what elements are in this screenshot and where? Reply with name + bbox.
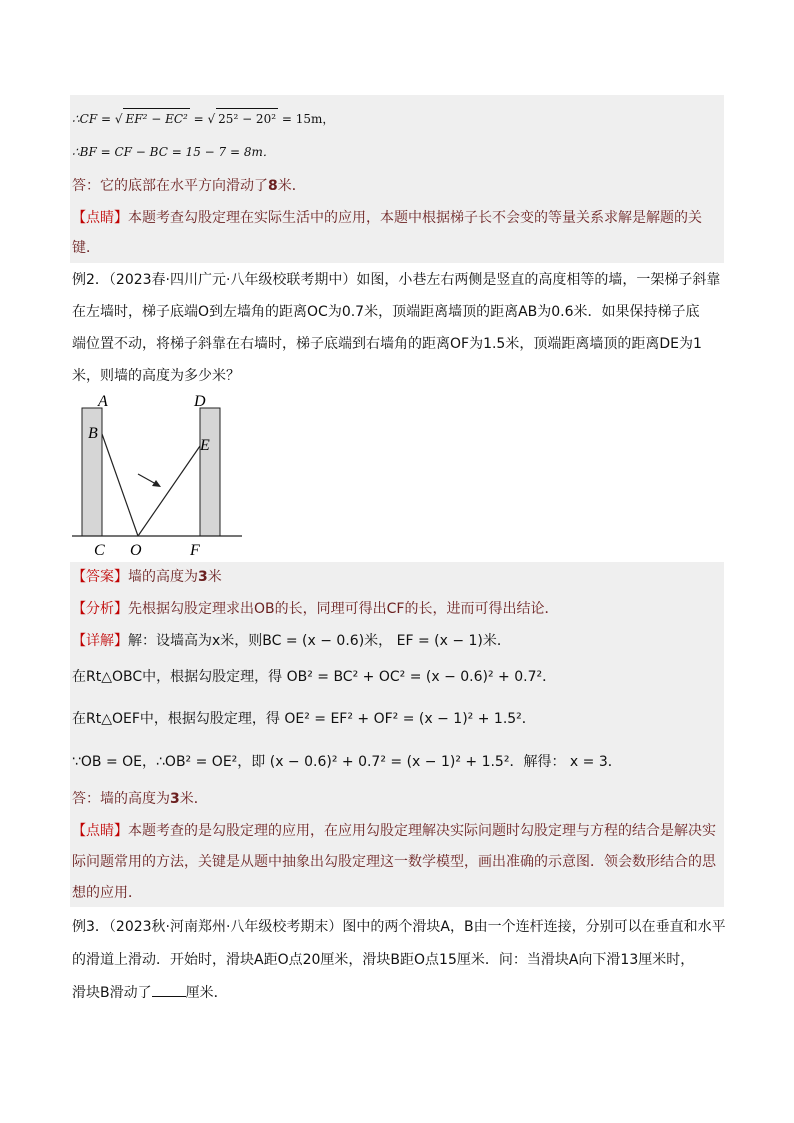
- ex2-line-4: 米，则墙的高度为多少米？: [72, 368, 240, 384]
- label-C: C: [94, 542, 105, 559]
- arrow-shaft: [138, 474, 156, 484]
- ex2-detail: 【详解】解：设墙高为x米，则BC = (x − 0.6)米， EF = (x − 1)米．: [72, 633, 511, 649]
- prev-line-2: ∴BF = CF − BC = 15 − 7 = 8m．: [72, 145, 275, 159]
- ex2-step-2: 在Rt△OEF中，根据勾股定理，得 OE² = EF² + OF² = (x − 1)² + 1.5²．: [72, 711, 536, 727]
- ex2-final-answer: 答：墙的高度为3米．: [72, 791, 208, 807]
- label-A: A: [98, 393, 108, 410]
- ex2-answer: 【答案】墙的高度为3米: [72, 569, 222, 585]
- ex2-step-1: 在Rt△OBC中，根据勾股定理，得 OB² = BC² + OC² = (x − 0.6)² + 0.7²．: [72, 669, 557, 685]
- ladder-right: [138, 446, 200, 536]
- prev-line-1: ∴CF = √ EF² − EC² = √ 25² − 20² = 15m，: [72, 108, 334, 129]
- label-D: D: [194, 393, 206, 410]
- ex2-line-3: 端位置不动，将梯子斜靠在右墙时，梯子底端到右墙角的距离OF为1.5米，顶端距离墙顶的距离DE为1: [72, 336, 702, 352]
- label-B: B: [88, 425, 98, 442]
- ex3-line-3: 滑块B滑动了 厘米．: [72, 982, 228, 1003]
- label-E: E: [200, 437, 210, 454]
- label-O: O: [130, 542, 142, 559]
- label-F: F: [190, 542, 200, 559]
- prev-comment-line-2: 键．: [72, 240, 100, 256]
- arrow-head: [152, 480, 161, 487]
- prev-answer: 答：它的底部在水平方向滑动了8米．: [72, 178, 306, 194]
- ex3-line-1: 例3．（2023秋·河南郑州·八年级校考期末）图中的两个滑块A，B由一个连杆连接，分别可以在垂直和水平: [72, 919, 726, 935]
- prev-comment-line-1: 【点睛】本题考查勾股定理在实际生活中的应用，本题中根据梯子长不会变的等量关系求解是解题的关: [72, 210, 702, 226]
- right-wall: [200, 408, 220, 536]
- answer-blank[interactable]: [152, 982, 186, 997]
- ex2-comment-line-3: 想的应用．: [72, 885, 142, 901]
- ex2-analysis: 【分析】先根据勾股定理求出OB的长，同理可得出CF的长，进而可得出结论．: [72, 601, 559, 617]
- ladder-left: [102, 434, 138, 536]
- ex2-line-1: 例2．（2023春·四川广元·八年级校联考期中）如图，小巷左右两侧是竖直的高度相等的墙，一架梯子斜靠: [72, 272, 721, 288]
- ladder-figure: [70, 390, 246, 560]
- ex2-line-2: 在左墙时，梯子底端O到左墙角的距离OC为0.7米，顶端距离墙顶的距离AB为0.6米．如果保持梯子底: [72, 304, 700, 320]
- ex2-comment-line-2: 际问题常用的方法，关键是从题中抽象出勾股定理这一数学模型，画出准确的示意图．领会数形结合的思: [72, 854, 716, 870]
- ex3-line-2: 的滑道上滑动．开始时，滑块A距O点20厘米，滑块B距O点15厘米．问：当滑块A向下滑13厘米时，: [72, 952, 695, 968]
- ex2-step-3: ∵OB = OE，∴OB² = OE²，即 (x − 0.6)² + 0.7² = (x − 1)² + 1.5²．解得： x = 3．: [72, 754, 622, 770]
- ex2-comment-line-1: 【点睛】本题考查的是勾股定理的应用，在应用勾股定理解决实际问题时勾股定理与方程的结合是解决实: [72, 823, 716, 839]
